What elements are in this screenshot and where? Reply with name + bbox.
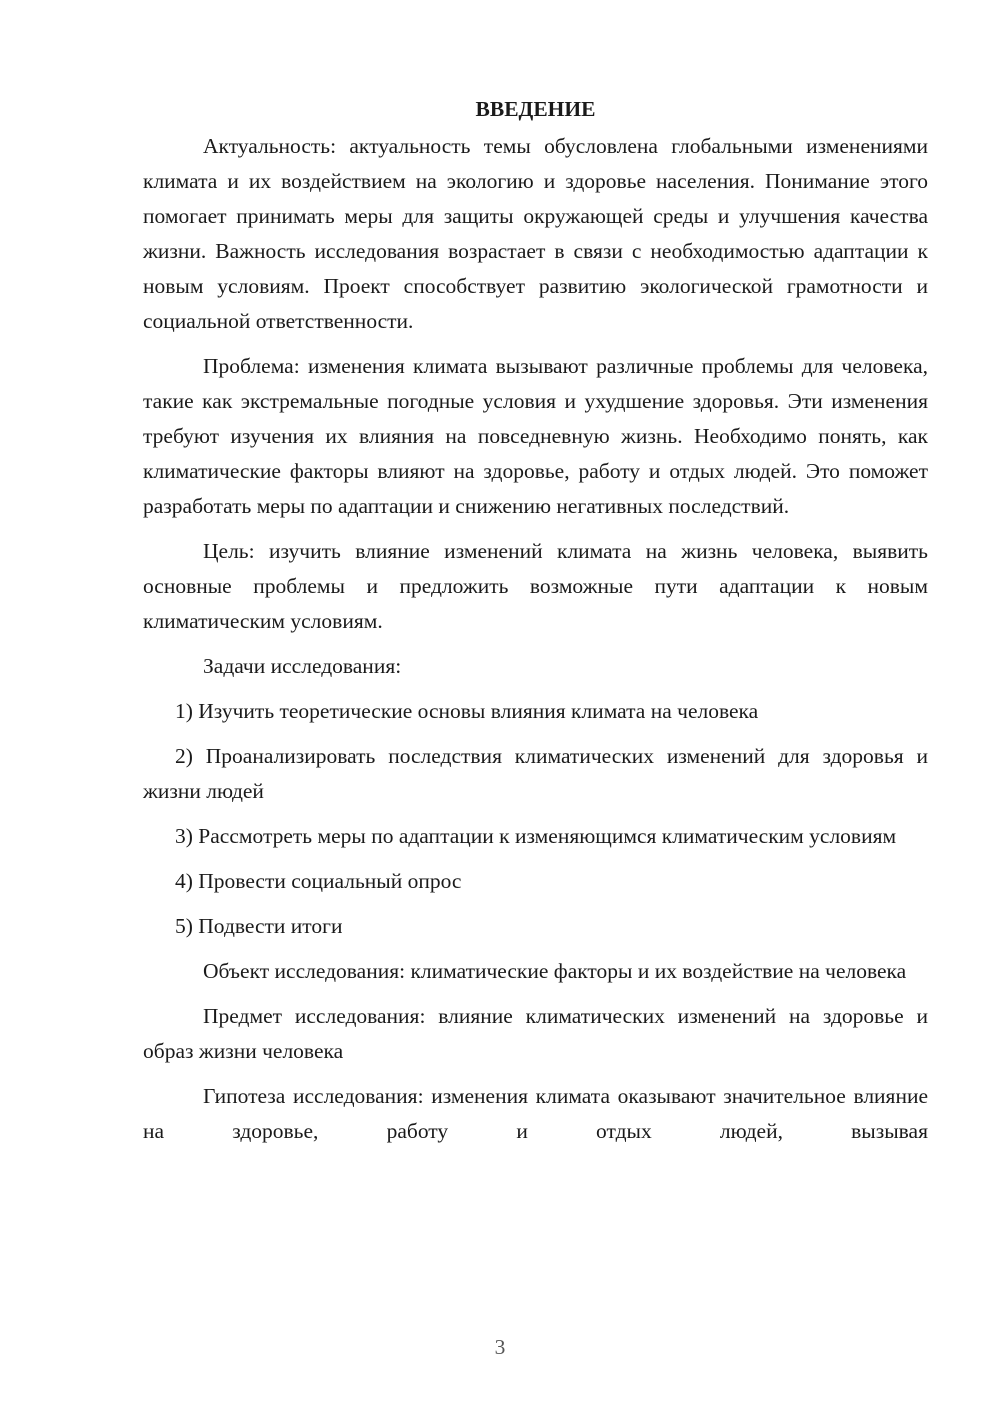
paragraph-problem: Проблема: изменения климата вызывают различные проблемы для человека, такие как экстремальные погодные условия и ухудшение здоровья. Эти изменения требуют изучения их влияния на повседневную жизнь. Необходимо понять, как климатические факторы влияют на здоровье, работу и отдых людей. Это поможет разработать меры по адаптации и снижению негативных последствий. [143, 354, 928, 518]
paragraph-subject: Предмет исследования: влияние климатических изменений на здоровье и образ жизни человека [143, 1004, 928, 1063]
tasks-title: Задачи исследования: [203, 654, 402, 678]
task-item-2: 2) Проанализировать последствия климатических изменений для здоровья и жизни людей [143, 744, 928, 803]
page-number: 3 [494, 1335, 506, 1359]
paragraph-hypothesis: Гипотеза исследования: изменения климата оказывают значительное влияние на здоровье, работу и отдых людей, вызывая [143, 1084, 928, 1143]
paragraph-relevance: Актуальность: актуальность темы обусловлена глобальными изменениями климата и их воздействием на экологию и здоровье населения. Понимание этого помогает принимать меры для защиты окружающей среды и улучшения качества жизни. Важность исследования возрастает в связи с необходимостью адаптации к новым условиям. Проект способствует развитию экологической грамотности и социальной ответственности. [143, 134, 928, 333]
task-item-3: 3) Рассмотреть меры по адаптации к изменяющимся климатическим условиям [175, 824, 897, 848]
document-page [143, 92, 928, 1159]
paragraph-object: Объект исследования: климатические факторы и их воздействие на человека [203, 959, 907, 983]
paragraph-goal: Цель: изучить влияние изменений климата на жизнь человека, выявить основные проблемы и предложить возможные пути адаптации к новым климатическим условиям. [143, 539, 928, 633]
task-item-5: 5) Подвести итоги [175, 914, 343, 938]
task-item-4: 4) Провести социальный опрос [175, 869, 462, 893]
section-heading: ВВЕДЕНИЕ [475, 97, 596, 121]
task-item-1: 1) Изучить теоретические основы влияния климата на человека [175, 699, 759, 723]
